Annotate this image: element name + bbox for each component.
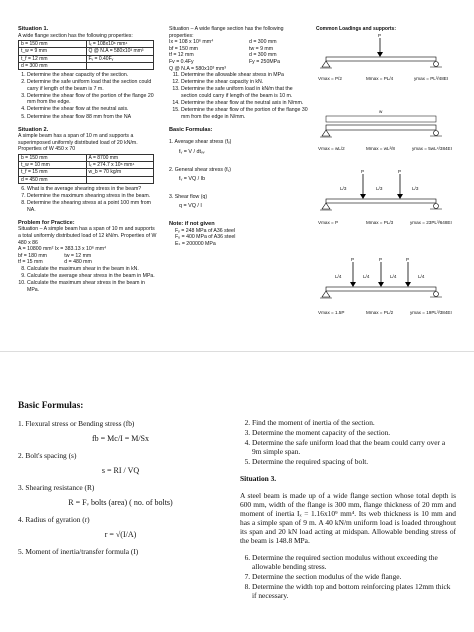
load-label-p: P <box>361 169 365 174</box>
situation-mid-qna: Q @ N.A = 580x10³ mm³ <box>169 65 227 72</box>
span-label: L/4 <box>363 274 370 279</box>
question-item: 6. What is the average shearing stress in the beam? <box>27 186 158 193</box>
question-item: 4. Determine the safe uniform load that the beam could carry over a 9m simple span. <box>252 438 456 456</box>
situation-3-text: A steel beam is made up of a wide flange section whose total depth is 600 mm, width of the flange is 300 mm, flange thickness of 20 mm and moment of inertia Iₓ = 1.16x10⁹ mm⁴. Its web thickness is 10 mm and has a simple span of 9 m. A 40 kN/m uniform load is loaded throughout its span and 20 kN load acting at midspan. Allowable bending stress of the beam is 148.8 MPa. <box>240 491 456 545</box>
practice-prop-line: A = 10800 mm² Ix = 383.13 x 10⁶ mm⁴ <box>18 246 107 253</box>
result-mmax: Mmax = PL/4 <box>366 76 394 81</box>
span-label: L/4 <box>335 274 342 279</box>
span-label: L/3 <box>340 186 347 191</box>
situation-2-title: Situation 2. <box>18 126 49 133</box>
situation-questions <box>240 418 456 466</box>
formula-2-label: 2. General shear stress (fᵥ) <box>169 166 231 173</box>
situation-1-intro: A wide flange section has the following properties: <box>18 32 133 39</box>
formula-3-label: 3. Shear flow (q) <box>169 193 208 200</box>
result-ymax: ymax = 23PL³/648EI <box>410 220 452 225</box>
pin-support-icon <box>322 130 330 136</box>
arrow-down-icon <box>405 282 411 287</box>
load-label-w: w <box>379 109 383 114</box>
diagram-third-point-loads <box>320 174 442 210</box>
practice-prop-line: tf = 15 mm d = 480 mm <box>18 259 92 266</box>
arrow-down-icon <box>378 282 384 287</box>
page-bottom <box>0 380 474 632</box>
result-vmax: Vmax = P <box>318 220 339 225</box>
formula-2: s = RI / VQ <box>101 466 140 475</box>
prop-cell: Ix = 108 x 10⁶ mm⁴ <box>169 39 214 46</box>
situation-1-questions <box>18 72 158 120</box>
question-item: 15. Determine the shear flow of the portion of the flange 30 mm from the edge in N/mm. <box>181 107 309 120</box>
basic-formulas-title: Basic Formulas: <box>169 126 213 133</box>
page-gap <box>0 352 474 380</box>
question-item: 3. Determine the moment capacity of the section. <box>252 428 456 437</box>
prop-cell: b = 150 mm <box>19 155 87 162</box>
question-item: 2. Find the moment of inertia of the section. <box>252 418 456 427</box>
question-item: 7. Determine the maximum shearing stress in the beam. <box>27 193 158 200</box>
situation-2-intro: A simple beam has a span of 10 m and supports a superimposed uniformly distributed load of 20 kN/m. Properties of W 450 x 70 <box>18 133 138 153</box>
formula-1-label: 1. Average shear stress (fᵥ) <box>169 139 232 146</box>
question-item: 13. Determine the safe uniform load in kN/m that the section could carry if length of the beam is 10 m. <box>181 86 309 99</box>
load-label-p: P <box>351 257 355 262</box>
prop-cell <box>86 62 154 69</box>
span-label: L/4 <box>390 274 397 279</box>
prop-cell: b = 150 mm <box>19 41 87 48</box>
question-item: 4. Determine the shear flow at the neutral axis. <box>27 106 158 113</box>
prop-cell: w_b = 70 kg/m <box>86 169 154 176</box>
note-line: Fᵧ = 248 MPa of A36 steel <box>175 227 236 234</box>
arrow-down-icon <box>397 194 403 199</box>
prop-cell: d = 300 mm <box>249 39 277 46</box>
question-item: 8. Determine the shearing stress at a point 100 mm from NA. <box>27 200 158 213</box>
question-item: 8. Determine the width top and bottom reinforcing plates 12mm thick if necessary. <box>252 582 456 600</box>
question-item: 5. Determine the required spacing of bolt. <box>252 457 456 466</box>
prop-cell: d = 300 mm <box>19 62 87 69</box>
question-item: 5. Determine the shear flow 88 mm from the NA <box>27 114 158 121</box>
formula-4: r = √(I/A) <box>104 530 137 539</box>
column-middle <box>169 26 309 247</box>
situation-mid-questions <box>169 72 309 120</box>
formula-3: R = Fᵥ bolts (area) ( no. of bolts) <box>68 498 173 507</box>
question-item: 2. Determine the safe uniform load that the section could carry if length of the beam is 7 m. <box>27 79 158 92</box>
result-ymax: ymax = 19PL³/384EI <box>410 310 452 315</box>
formula-3-label: 3. Shearing resistance (R) <box>18 483 95 492</box>
question-item: 1. Determine the shear capacity of the section. <box>27 72 158 79</box>
formula-3: q = VQ / I <box>179 203 202 210</box>
question-item: 10. Calculate the maximum shear stress in the beam in MPa. <box>27 280 158 293</box>
situation-1-properties <box>18 40 154 70</box>
basic-formulas-title: Basic Formulas: <box>18 401 84 411</box>
column-left <box>18 402 223 562</box>
formula-2-label: 2. Bolt's spacing (s) <box>18 451 77 460</box>
practice-intro: Situation – A simple beam has a span of 10 m and supports a total uniformly distributed load of 12 kN/m. Properties of W 480 x 86 <box>18 226 157 246</box>
prop-cell: d = 300 mm <box>249 52 277 59</box>
practice-prop-line: bf = 180 mm tw = 12 mm <box>18 252 92 259</box>
prop-cell: t_w = 10 mm <box>19 162 87 169</box>
loadings-svg <box>316 26 460 336</box>
prop-cell: t_w = 9 mm <box>19 48 87 55</box>
roller-support-icon <box>434 204 439 209</box>
situation-2-questions <box>18 186 158 213</box>
prop-cell: Iₓ = 274.7 x 10⁶ mm⁴ <box>86 162 154 169</box>
result-vmax: Vmax = P/2 <box>318 76 342 81</box>
question-item: 9. Calculate the average shear stress in the beam in MPa. <box>27 273 158 280</box>
formula-1: fᵥ = V / dtᵥᵥ <box>179 149 205 155</box>
prop-cell: Iₓ = 108x10⁶ mm⁴ <box>86 41 154 48</box>
question-item: 8. Calculate the maximum shear in the beam in kN. <box>27 266 158 273</box>
column-left <box>18 26 158 294</box>
span-label: L/3 <box>376 186 383 191</box>
prop-cell: tw = 9 mm <box>249 45 274 52</box>
prop-cell: bf = 150 mm <box>169 45 198 52</box>
formula-1: fb = Mc/I = M/Sx <box>91 434 150 443</box>
prop-cell: t_f = 12 mm <box>19 55 87 62</box>
situation-mid-intro: Situation – A wide flange section has the following properties: <box>169 26 284 39</box>
load-label-p: P <box>378 33 382 38</box>
roller-support-icon <box>434 131 439 136</box>
note-line: Eₛ = 200000 MPa <box>175 240 216 247</box>
situation-1-title: Situation 1. <box>18 26 49 32</box>
practice-questions <box>18 266 158 293</box>
result-mmax: Mmax = PL/2 <box>366 310 394 315</box>
prop-cell: tf = 12 mm <box>169 52 194 59</box>
question-item: 3. Determine the shear flow of the portion of the flange 20 mm from the edge. <box>27 93 158 106</box>
diagram-point-load-center <box>320 38 442 68</box>
prop-cell: Q @ N.A = 580x10³ mm³ <box>86 48 154 55</box>
result-ymax: ymax = 5wL⁴/384EI <box>412 146 452 151</box>
situation-3-questions <box>240 553 456 600</box>
load-label-p: P <box>406 257 410 262</box>
practice-title: Problem for Practice: <box>18 219 75 226</box>
prop-cell: Fy = 250MPa <box>249 58 280 65</box>
question-item: 6. Determine the required section modulus without exceeding the allowable bending stress. <box>252 553 456 571</box>
column-right <box>240 418 456 601</box>
formula-4-label: 4. Radius of gyration (r) <box>18 515 90 524</box>
result-mmax: Mmax = PL/3 <box>366 220 394 225</box>
diagram-uniform-load <box>320 116 442 137</box>
span-label: L/4 <box>418 274 425 279</box>
arrow-down-icon <box>350 282 356 287</box>
result-ymax: ymax = PL³/48EI <box>414 76 449 81</box>
note-title: Note: if not given <box>169 220 215 227</box>
situation-3-title: Situation 3. <box>240 474 277 483</box>
formula-2: fᵥ = VQ / Ib <box>179 176 206 183</box>
diagram-quarter-point-loads <box>320 262 442 298</box>
prop-cell: d = 450 mm <box>19 176 87 183</box>
formula-1-label: 1. Flexural stress or Bending stress (fb) <box>18 419 135 428</box>
question-item: 7. Determine the section modulus of the wide flange. <box>252 572 456 581</box>
pin-support-icon <box>322 291 330 297</box>
pin-support-icon <box>322 61 330 67</box>
prop-cell: Fv = 0.4Fy <box>169 58 194 65</box>
arrow-down-icon <box>360 194 366 199</box>
result-vmax: Vmax = wL/2 <box>318 146 345 151</box>
roller-support-icon <box>434 292 439 297</box>
pin-support-icon <box>322 203 330 209</box>
span-label: L/3 <box>412 186 419 191</box>
situation-2-properties <box>18 154 154 184</box>
arrow-down-icon <box>377 52 383 57</box>
loadings-diagrams <box>316 26 460 336</box>
prop-cell: A = 8700 mm <box>86 155 154 162</box>
question-item: 12. Determine the shear capacity in kN. <box>181 79 309 86</box>
note-line: Fᵤ = 400 MPa of A36 steel <box>175 234 236 241</box>
load-label-p: P <box>398 169 402 174</box>
loadings-title: Common Loadings and supports: <box>316 26 396 32</box>
situation-mid-properties <box>169 39 305 65</box>
roller-support-icon <box>434 62 439 67</box>
load-label-p: P <box>379 257 383 262</box>
prop-cell <box>86 176 154 183</box>
result-vmax: Vmax = 1.5P <box>318 310 345 315</box>
question-item: 11. Determine the allowable shear stress in MPa <box>181 72 309 79</box>
formula-5-label: 5. Moment of inertia/transfer formula (I) <box>18 547 139 556</box>
prop-cell: Fᵥ = 0.40Fᵧ <box>86 55 154 62</box>
prop-cell: t_f = 15 mm <box>19 169 87 176</box>
question-item: 14. Determine the shear flow at the neutral axis in N/mm. <box>181 100 309 107</box>
result-mmax: Mmax = wL²/8 <box>366 146 395 151</box>
